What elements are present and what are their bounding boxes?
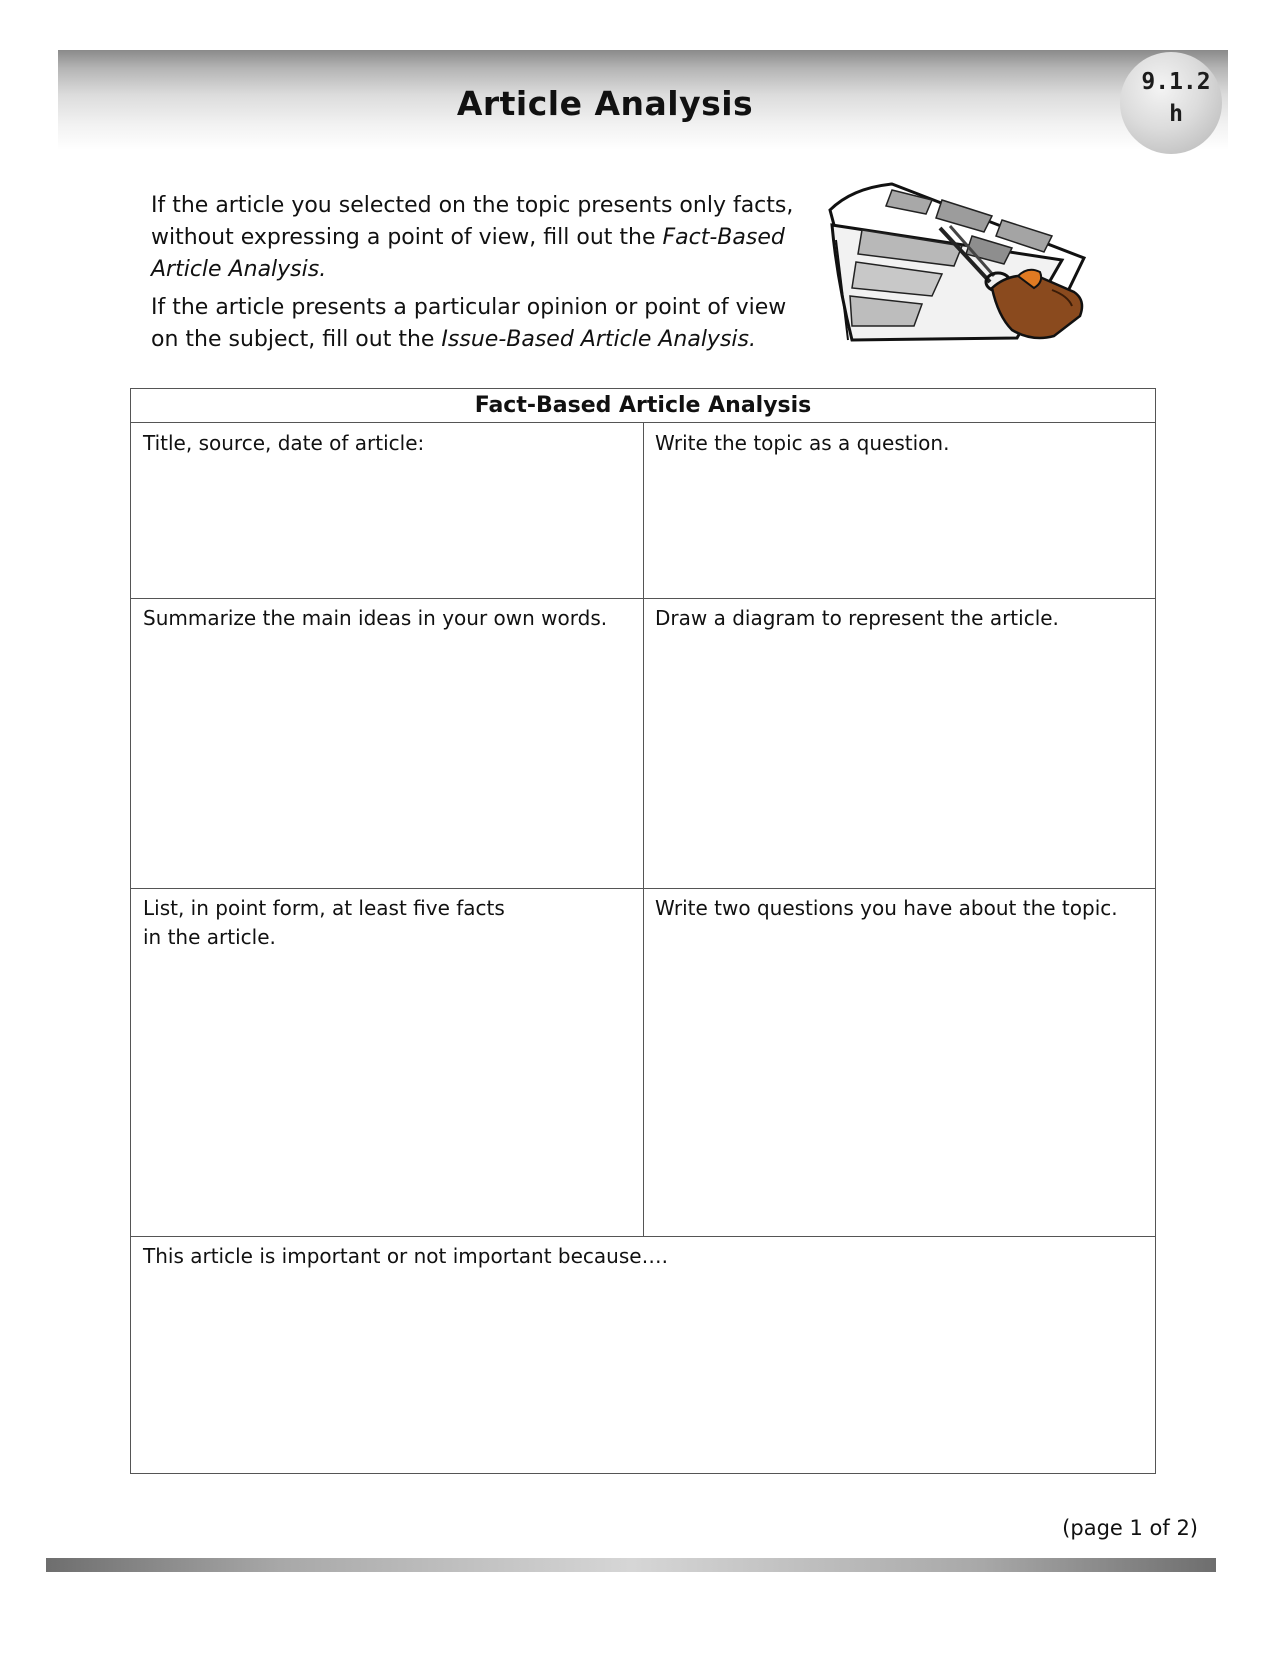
- footer-band: [46, 1558, 1216, 1572]
- fact-based-analysis-table: [130, 388, 1156, 1474]
- title-source-date-field[interactable]: [131, 423, 643, 598]
- badge-suffix: h: [1169, 101, 1183, 127]
- cell-label: Write the topic as a question.: [655, 431, 950, 455]
- cell-label: Summarize the main ideas in your own words.: [143, 606, 608, 630]
- instructions: [151, 190, 811, 362]
- instruction-fact-based: [151, 190, 811, 286]
- diagram-field[interactable]: [643, 598, 1155, 888]
- page-number: (page 1 of 2): [1062, 1516, 1198, 1540]
- topic-question-field[interactable]: [643, 423, 1155, 598]
- cell-label: Write two questions you have about the topic.: [655, 896, 1118, 920]
- page-title: Article Analysis: [456, 84, 754, 123]
- instruction-issue-text: If the article presents a particular opinion or point of view on the subject, fill out the: [151, 295, 787, 352]
- table-title: Fact-Based Article Analysis: [131, 389, 1155, 423]
- facts-list-field[interactable]: [131, 888, 643, 1236]
- instruction-issue-emphasis: Issue-Based Article Analysis.: [441, 327, 756, 352]
- cell-label: This article is important or not important because….: [143, 1244, 668, 1268]
- instruction-fact-emphasis: Fact-Based Article Analysis.: [151, 225, 785, 282]
- instruction-fact-text: If the article you selected on the topic presents only facts, without expressing a point of view, fill out the: [151, 193, 794, 250]
- newspaper-scissors-icon: [822, 170, 1142, 370]
- cell-label: Title, source, date of article:: [143, 431, 425, 455]
- instruction-issue-based: [151, 292, 811, 356]
- summary-field[interactable]: [131, 598, 643, 888]
- cell-label: List, in point form, at least five facts in the article.: [143, 896, 505, 949]
- badge-code: 9.1.2: [1141, 69, 1211, 95]
- questions-field[interactable]: [643, 888, 1155, 1236]
- importance-field[interactable]: [131, 1236, 1155, 1472]
- cell-label: Draw a diagram to represent the article.: [655, 606, 1059, 630]
- section-badge: [1134, 66, 1218, 130]
